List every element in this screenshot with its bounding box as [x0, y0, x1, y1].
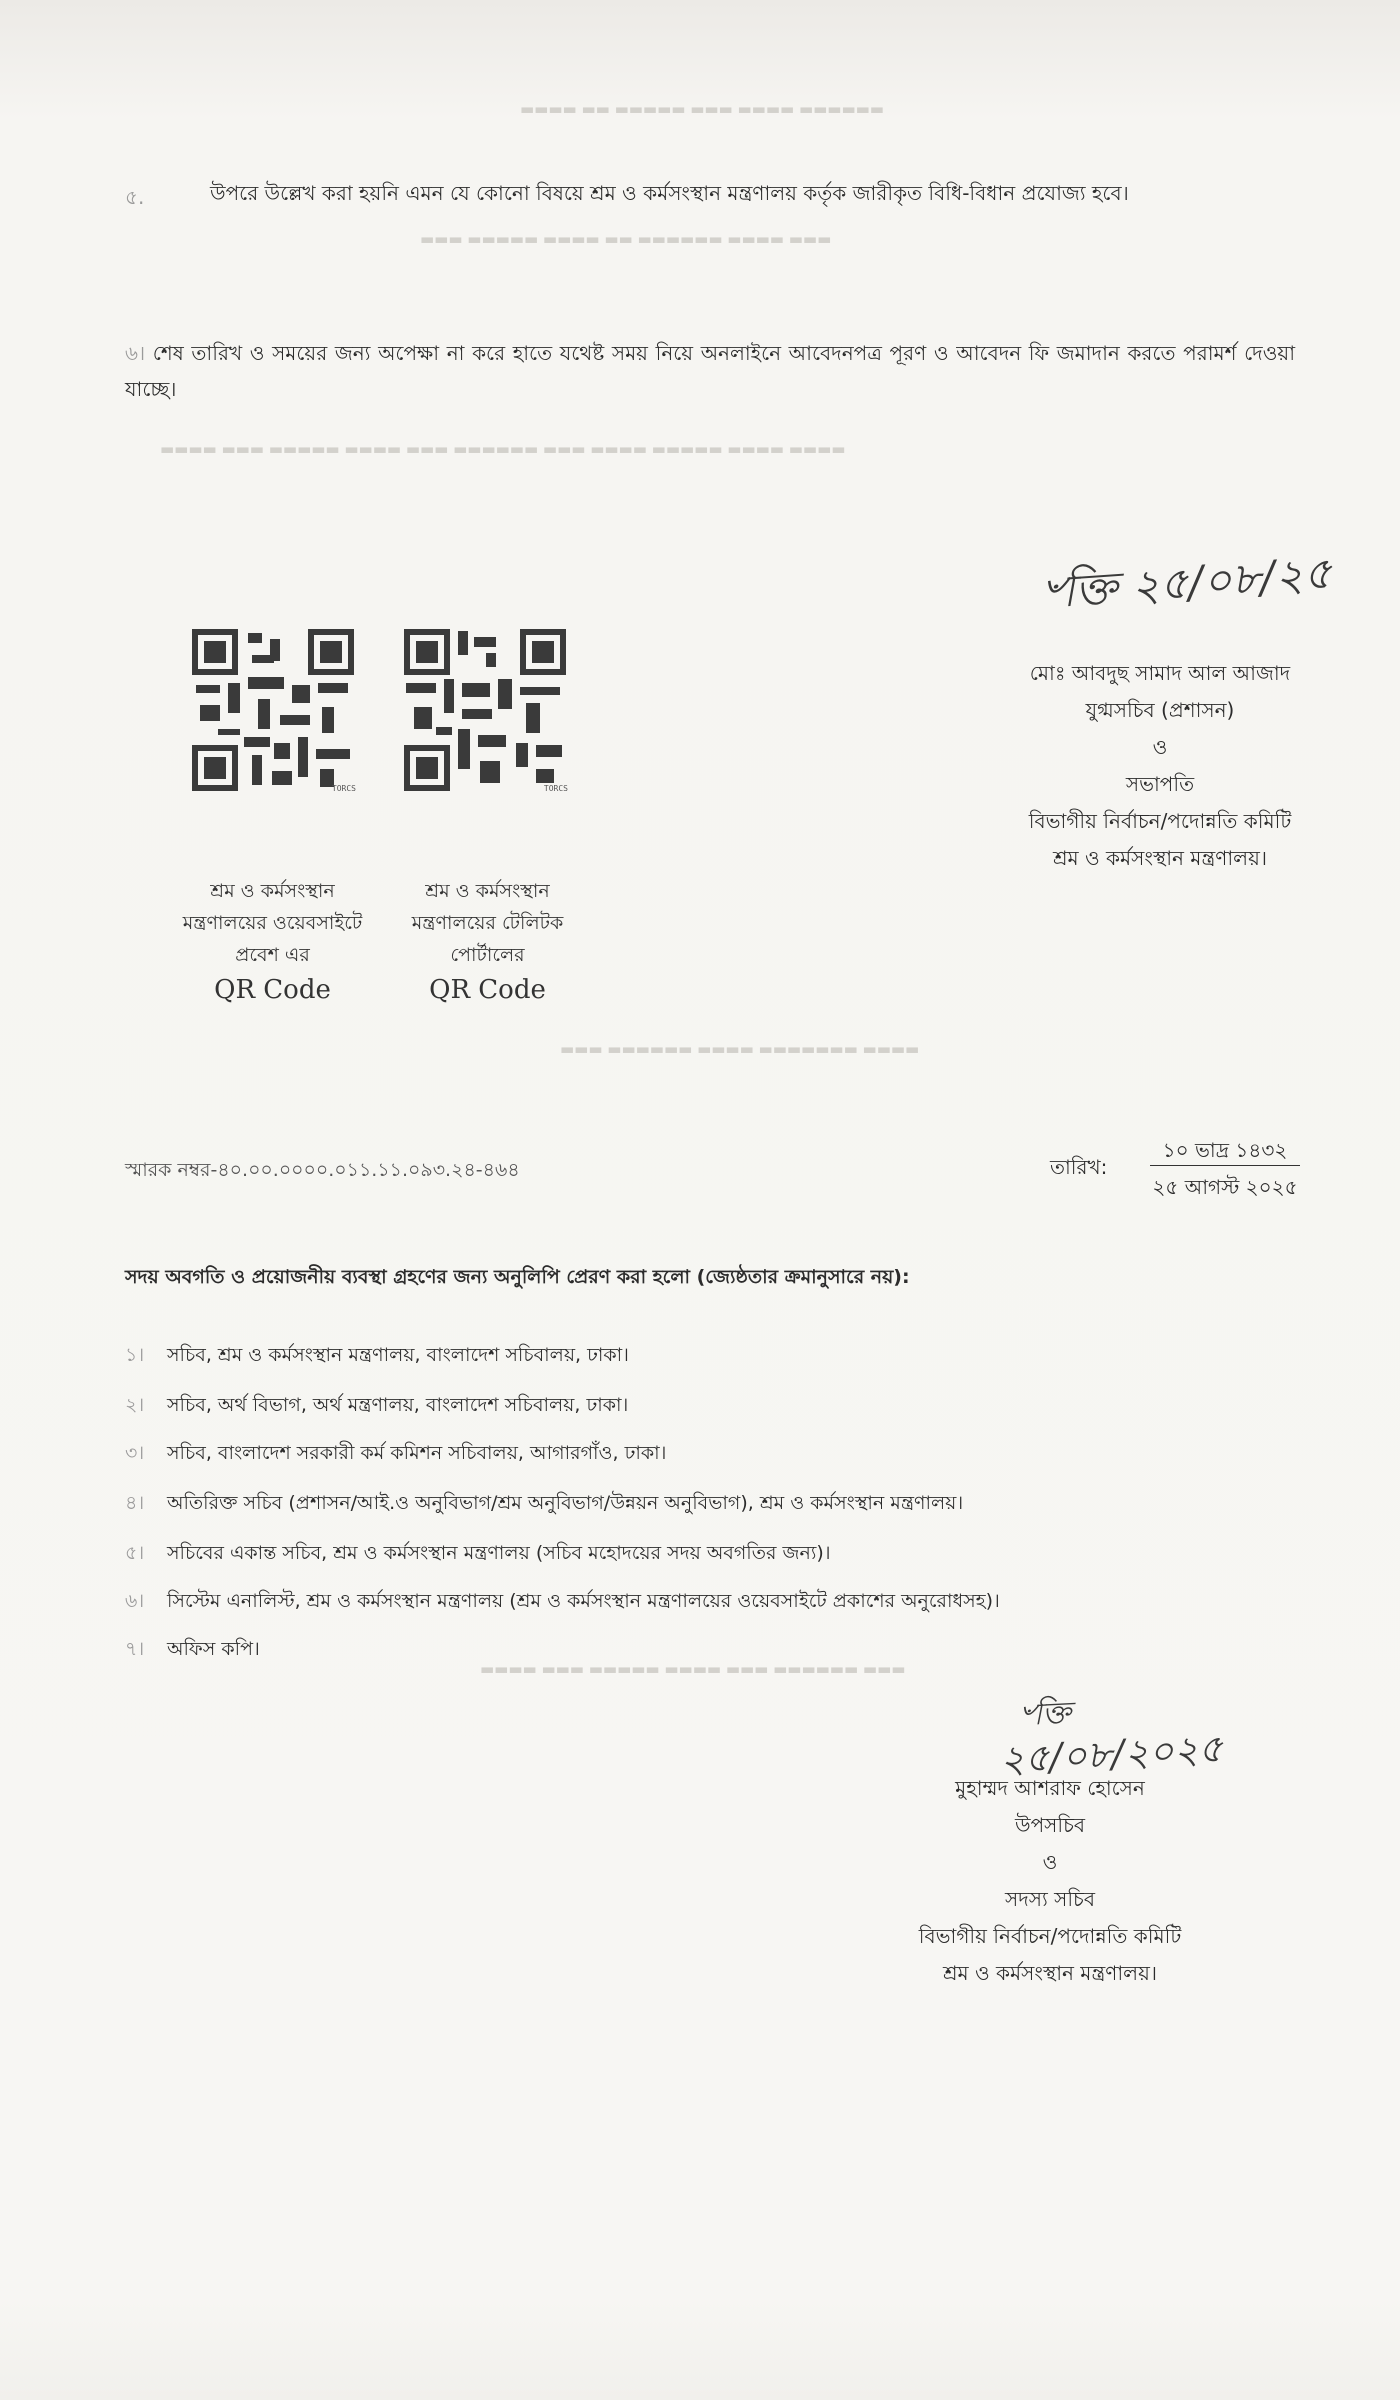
signatory-designation: যুগ্মসচিব (প্রশাসন) — [1085, 698, 1235, 722]
paragraph-number: ৬। — [125, 341, 146, 365]
signatory-role: সভাপতি — [1125, 772, 1195, 796]
website-qr-code[interactable]: TORCS — [188, 625, 358, 795]
handwritten-initials: ৺ক্তি — [1014, 1695, 1072, 1734]
website-qr-caption: শ্রম ও কর্মসংস্থান মন্ত্রণালয়ের ওয়েবসাইটে প্রবেশ এর QR Code — [182, 880, 363, 1005]
list-item: ৫। সচিবের একান্ত সচিব, শ্রম ও কর্মসংস্থান মন্ত্রণালয় (সচিব মহোদয়ের সদয় অবগতির জন্য)। — [125, 1542, 831, 1564]
conjunction: ও — [1152, 735, 1168, 759]
list-item: ৩। সচিব, বাংলাদেশ সরকারী কর্ম কমিশন সচিবালয়, আগারগাঁও, ঢাকা। — [125, 1442, 667, 1464]
bleed-through-text: ▬▬▬ ▬▬▬▬▬ ▬▬▬▬ ▬▬ ▬▬▬▬▬▬ ▬▬▬▬ ▬▬▬ — [420, 230, 832, 248]
paragraph-6 — [125, 335, 1295, 407]
date-label: তারিখ: — [1050, 1155, 1108, 1179]
signatory-designation: উপসচিব — [1014, 1813, 1085, 1837]
list-item: ১। সচিব, শ্রম ও কর্মসংস্থান মন্ত্রণালয়, বাংলাদেশ সচিবালয়, ঢাকা। — [125, 1344, 629, 1366]
paragraph-number: ৫. — [125, 185, 145, 209]
list-item: ৬। সিস্টেম এনালিস্ট, শ্রম ও কর্মসংস্থান মন্ত্রণালয় (শ্রম ও কর্মসংস্থান মন্ত্রণালয়ের ওয়েবসাইটে প্রকাশের অনুরোধসহ)। — [125, 1590, 1000, 1612]
signatory-block-chairman — [970, 655, 1350, 877]
signatory-committee: বিভাগীয় নির্বাচন/পদোন্নতি কমিটি — [918, 1924, 1182, 1948]
memo-number: স্মারক নম্বর-৪০.০০.০০০০.০১১.১১.০৯৩.২৪-৪৬৪ — [125, 1159, 520, 1181]
signatory-role: সদস্য সচিব — [1005, 1887, 1095, 1911]
handwritten-date: ২৫/০৮/২০২৫ — [998, 1726, 1224, 1782]
paragraph-6-text: শেষ তারিখ ও সময়ের জন্য অপেক্ষা না করে হাতে যথেষ্ট সময় নিয়ে অনলাইনে আবেদনপত্র পূরণ ও আবেদন ফি জমাদান করতে পরামর্শ দেওয়া যাচ্ছে। — [125, 341, 1295, 401]
signatory-ministry: শ্রম ও কর্মসংস্থান মন্ত্রণালয়। — [1052, 846, 1268, 870]
bleed-through-text: ▬▬▬▬ ▬▬▬ ▬▬▬▬▬ ▬▬▬▬ ▬▬▬ ▬▬▬▬▬▬ ▬▬▬ — [480, 1660, 906, 1678]
signatory-name: মুহাম্মদ আশরাফ হোসেন — [955, 1776, 1145, 1800]
conjunction: ও — [1042, 1850, 1058, 1874]
list-item: ৭। অফিস কপি। — [125, 1638, 260, 1660]
bleed-through-text: ▬▬▬▬ ▬▬ ▬▬▬▬▬ ▬▬▬ ▬▬▬▬ ▬▬▬▬▬▬ — [520, 100, 884, 118]
list-item: ২। সচিব, অর্থ বিভাগ, অর্থ মন্ত্রণালয়, বাংলাদেশ সচিবালয়, ঢাকা। — [125, 1394, 629, 1416]
teletalk-qr-caption: শ্রম ও কর্মসংস্থান মন্ত্রণালয়ের টেলিটক পোর্টালের QR Code — [411, 880, 564, 1005]
list-item: ৪। অতিরিক্ত সচিব (প্রশাসন/আই.ও অনুবিভাগ/শ্রম অনুবিভাগ/উন্নয়ন অনুবিভাগ), শ্রম ও কর্মসংস্থান মন্ত্রণালয়। — [125, 1492, 964, 1514]
copy-distribution-heading: সদয় অবগতি ও প্রয়োজনীয় ব্যবস্থা গ্রহণের জন্য অনুলিপি প্রেরণ করা হলো (জ্যেষ্ঠতার ক্রমানুসারে নয়): — [125, 1266, 910, 1288]
date-gregorian: ২৫ আগস্ট ২০২৫ — [1152, 1175, 1298, 1199]
date-bangla-calendar: ১০ ভাদ্র ১৪৩২ — [1150, 1135, 1300, 1166]
teletalk-portal-qr-code[interactable]: TORCS — [400, 625, 570, 795]
signatory-name: মোঃ আবদুছ সামাদ আল আজাদ — [1029, 661, 1291, 685]
handwritten-signature: ৺ক্তি ২৫/০৮/২৫ — [1033, 547, 1334, 620]
paragraph-5: উপরে উল্লেখ করা হয়নি এমন যে কোনো বিষয়ে শ্রম ও কর্মসংস্থান মন্ত্রণালয় কর্তৃক জারীকৃত বিধি-বিধান প্রযোজ্য হবে। — [210, 181, 1129, 205]
signatory-committee: বিভাগীয় নির্বাচন/পদোন্নতি কমিটি — [1028, 809, 1292, 833]
signatory-block-member-secretary — [860, 1770, 1240, 1992]
bleed-through-text: ▬▬▬ ▬▬▬▬▬▬ ▬▬▬▬ ▬▬▬▬▬▬▬ ▬▬▬▬ — [560, 1040, 920, 1058]
signatory-ministry: শ্রম ও কর্মসংস্থান মন্ত্রণালয়। — [942, 1961, 1158, 1985]
bleed-through-text: ▬▬▬▬ ▬▬▬ ▬▬▬▬▬ ▬▬▬▬ ▬▬▬ ▬▬▬▬▬▬ ▬▬▬ ▬▬▬▬ ▬▬▬▬▬ ▬▬▬▬ ▬▬▬▬ — [160, 440, 846, 458]
